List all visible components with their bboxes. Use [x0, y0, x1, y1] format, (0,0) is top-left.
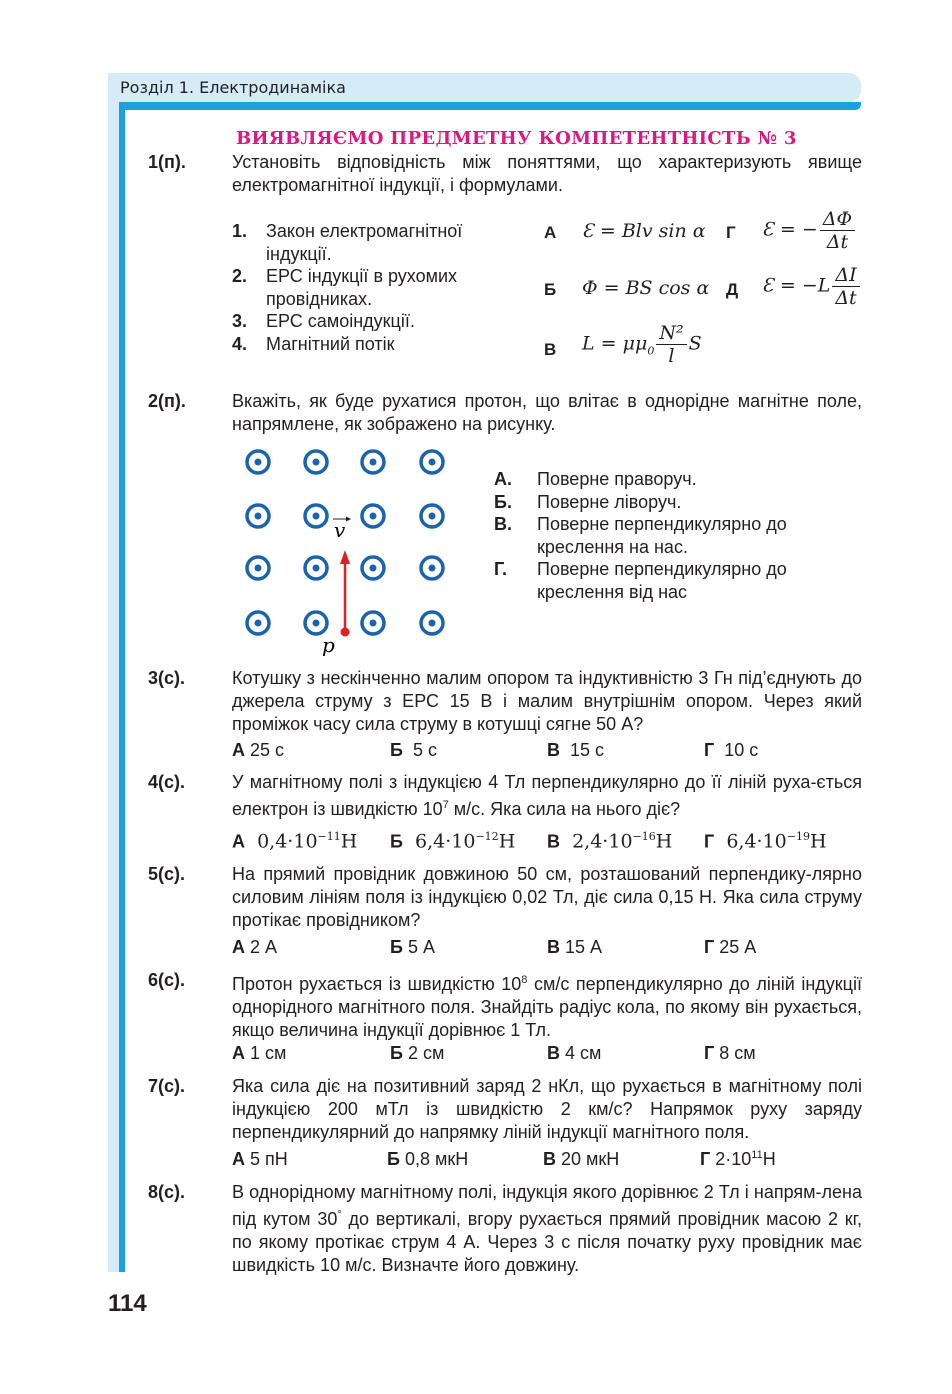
magnetic-field-figure [230, 440, 470, 660]
list-item [494, 491, 824, 514]
answer-option: Б 5 А [390, 937, 435, 957]
answer-option: А 2 А [232, 937, 278, 957]
answer-option: А $0,4\cdot 10^{-11}Н$ [232, 830, 358, 853]
field-dot-center [255, 565, 262, 572]
answer-option: Г $6,4\cdot 10^{-19}Н$ [704, 830, 827, 853]
side-bar-accent [119, 110, 125, 1272]
field-dot-center [429, 459, 436, 466]
field-dot-center [313, 513, 320, 520]
option-letter: Г [726, 223, 736, 242]
answer-option: А 1 см [232, 1043, 287, 1063]
field-dot-center [255, 459, 262, 466]
question-number: 8(с). [148, 1182, 186, 1202]
formula-part: Ɛ = −L [762, 274, 831, 297]
question-text: У магнітному полі з індукцією 4 Тл перпендикулярно до її ліній руха-ється електрон із швидкістю $10^7$ м/с. Яка сила на нього діє? [232, 772, 862, 819]
item-number: 2. [232, 266, 248, 286]
formula-part: Ɛ = − [762, 218, 818, 241]
option-letter: В [544, 340, 557, 359]
answer-option: Б 2 см [390, 1043, 445, 1063]
page-number: 114 [108, 1290, 147, 1317]
field-dot-center [370, 513, 377, 520]
answer-option: Г 10 с [704, 740, 759, 760]
field-dot-center [370, 459, 377, 466]
formula-part: 0 [647, 344, 655, 358]
field-dot-center [429, 565, 436, 572]
item-text: ЕРС індукції в рухомих провідниках. [266, 266, 458, 309]
vector-bar-head [346, 517, 351, 522]
options-list [494, 468, 824, 603]
formula-b: Φ = BS cos α [582, 277, 710, 299]
arrow-head [340, 550, 350, 564]
field-dot-center [370, 565, 377, 572]
item-number: 4. [232, 333, 248, 354]
option-letter: Б. [494, 491, 512, 512]
option-text: Поверне праворуч. [537, 469, 697, 489]
formula-part: ΔI [832, 264, 859, 287]
answer-option: Г 25 А [704, 937, 757, 957]
option-letter: А. [494, 469, 512, 489]
formula-part: Δt [826, 231, 849, 253]
proton-dot [341, 628, 350, 637]
field-dot-center [313, 459, 320, 466]
question-number: 7(с). [148, 1076, 186, 1096]
list-item [494, 558, 824, 603]
formula-a: Ɛ = Blv sin α [582, 220, 706, 242]
formula-v [582, 322, 702, 367]
field-dot-center [255, 620, 262, 627]
formula-part: ΔΦ [820, 208, 855, 231]
option-text: Поверне перпендикулярно до креслення на нас. [537, 514, 787, 557]
answer-option: В 15 А [547, 937, 603, 957]
question-number: 6(с). [148, 970, 186, 990]
formula-part: L = μμ [582, 332, 648, 355]
item-number: 1. [232, 221, 248, 241]
option-letter: А [544, 223, 557, 242]
option-letter: Г. [494, 559, 507, 579]
field-dot-center [313, 565, 320, 572]
chapter-title: Розділ 1. Електродинаміка [120, 78, 346, 97]
question-number: 2(п). [148, 391, 186, 411]
question-number: 3(с). [148, 668, 186, 688]
list-item [494, 513, 824, 558]
question-number: 1(п). [148, 152, 186, 172]
item-text: ЕРС самоіндукції. [266, 311, 415, 331]
list-item [232, 220, 502, 265]
answer-option: Б $6,4\cdot 10^{-12}Н$ [390, 830, 516, 853]
question-text: На прямий провідник довжиною 50 см, розташований перпендику-лярно силовим лініям поля із індукцією 0,02 Тл, діє сила 0,15 Н. Яка сила струму протікає провідником? [232, 864, 862, 930]
answer-option: В 4 см [547, 1043, 602, 1063]
answer-option: В $2,4\cdot 10^{-16}Н$ [547, 830, 673, 853]
list-item [494, 468, 824, 491]
question-number: 5(с). [148, 864, 186, 884]
formula-part: Δt [835, 287, 857, 309]
answer-option: В 15 с [547, 740, 605, 760]
field-dot-center [313, 620, 320, 627]
formula-part: N² [656, 322, 686, 345]
answer-option: Г 8 см [704, 1043, 756, 1063]
field-dot-center [255, 513, 262, 520]
option-letter: В. [494, 514, 512, 534]
list-item [232, 265, 502, 310]
option-letter: Б [544, 280, 557, 299]
concept-list [232, 220, 502, 355]
formula-d [762, 264, 862, 309]
option-text: Поверне ліворуч. [537, 491, 682, 512]
question-text: В однорідному магнітному полі, індукція якого дорівнює 2 Тл і напрям-лена під кутом 30° до вертикалі, вгору рухається прямий провідник масою 2 кг, по якому протікає струм 4 А. Через 3 с після початку руху провідник має швидкість 10 м/с. Визначте його довжину. [232, 1182, 862, 1275]
section-title: ВИЯВЛЯЄМО ПРЕДМЕТНУ КОМПЕТЕНТНІСТЬ № 3 [236, 128, 797, 149]
answer-option: Г $2\cdot 10^{11}Н$ [700, 1149, 776, 1169]
question-text: Котушку з нескінченно малим опором та індуктивністю 3 Гн під’єднують до джерела струму з ЕРС 15 В і малим внутрішнім опором. Через який проміжок часу сила струму в котушці сягне 50 А? [232, 668, 862, 734]
question-text: Протон рухається із швидкістю $10^8$ см/с перпендикулярно до ліній індукції однорідного магнітного поля. Знайдіть радіус кола, по якому він рухається, якщо величина індукції дорівнює 1 Тл. [232, 974, 862, 1040]
list-item [232, 310, 502, 333]
answer-option: А 5 пН [232, 1149, 288, 1169]
question-text: Установіть відповідність між поняттями, що характеризують явище електромагнітної індукції, і формулами. [232, 152, 862, 195]
field-dot-center [370, 620, 377, 627]
list-item [232, 333, 502, 356]
question-number: 4(с). [148, 772, 186, 792]
option-letter: Д [726, 280, 739, 299]
answer-option: В 20 мкН [543, 1149, 620, 1169]
question-text: Вкажіть, як буде рухатися протон, що влітає в однорідне магнітне поле, напрямлене, як зображено на рисунку. [232, 391, 862, 434]
velocity-label: v [334, 518, 346, 542]
field-dot-center [429, 620, 436, 627]
question-text: Яка сила діє на позитивний заряд 2 нКл, що рухається в магнітному полі індукцією 200 мТл із швидкістю 2 км/с? Напрямок руху заряду перпендикулярний до напрямку ліній індукції магнітного поля. [232, 1076, 862, 1142]
answer-option: А 25 с [232, 740, 285, 760]
item-text: Закон електромагнітної індукції. [266, 221, 463, 264]
field-dot-center [429, 513, 436, 520]
option-text: Поверне перпендикулярно до креслення від нас [537, 559, 787, 602]
proton-label: p [322, 633, 335, 657]
item-text: Магнітний потік [266, 333, 395, 354]
answer-option: Б 5 с [390, 740, 437, 760]
side-bar [108, 102, 119, 1272]
formula-part: l [668, 345, 675, 367]
formula-part: S [688, 332, 702, 355]
item-number: 3. [232, 311, 248, 331]
answer-option: Б 0,8 мкН [387, 1149, 469, 1169]
header-accent [119, 102, 861, 110]
formula-g [762, 208, 857, 253]
